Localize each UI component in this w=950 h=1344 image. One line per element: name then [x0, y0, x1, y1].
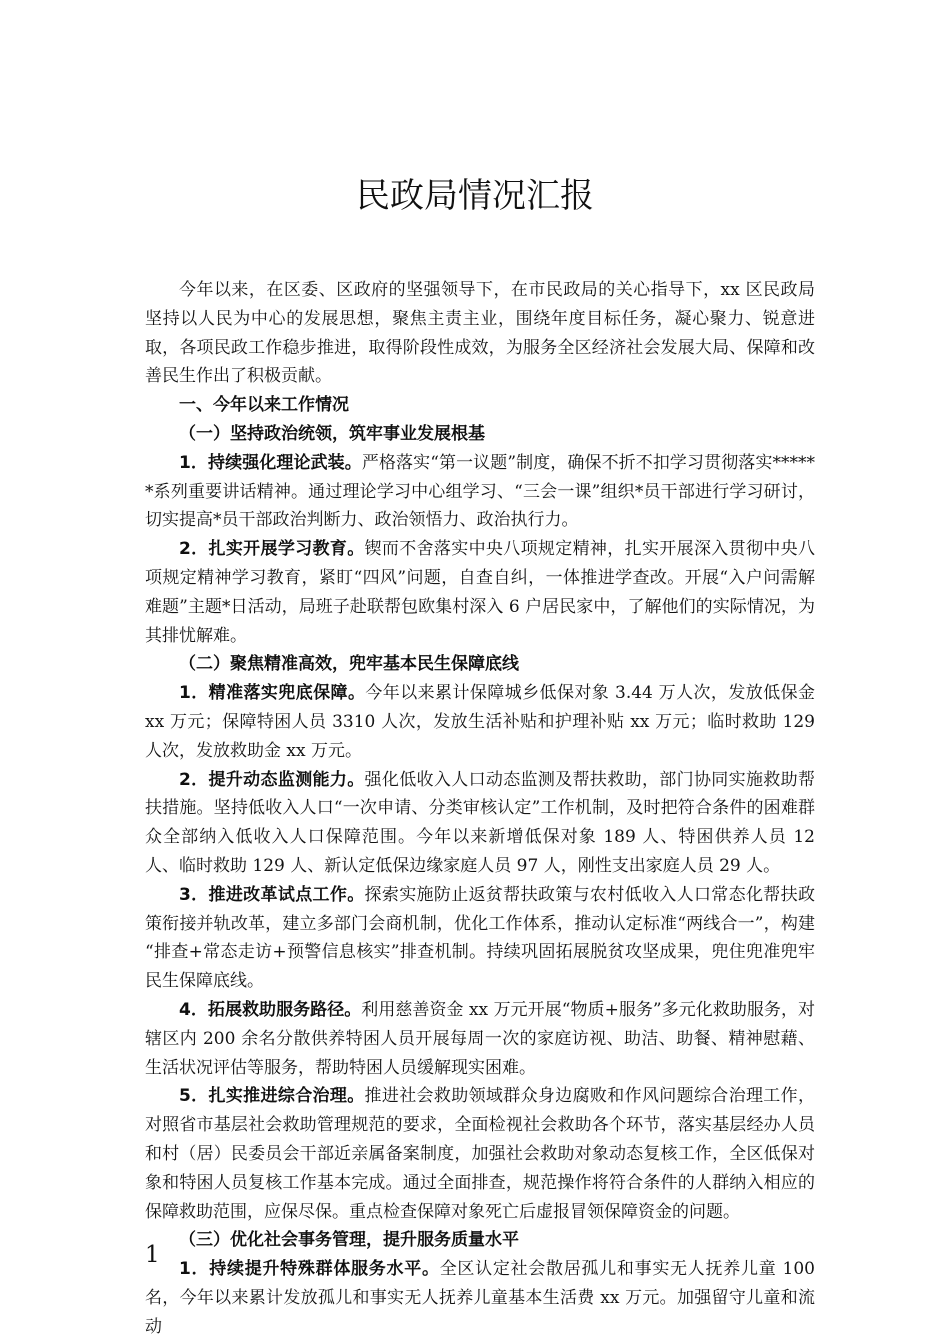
numbered-item-lead: 2．扎实开展学习教育。 — [179, 539, 365, 560]
subsection-heading: （一）坚持政治统领，筑牢事业发展根基 — [179, 423, 485, 444]
numbered-item — [145, 881, 815, 996]
numbered-item-lead: 2．提升动态监测能力。 — [179, 769, 365, 790]
numbered-item — [145, 449, 815, 535]
numbered-item-lead: 1．持续强化理论武装。 — [179, 452, 362, 473]
section-heading: 一、今年以来工作情况 — [179, 395, 349, 416]
numbered-item-text: 强化低收入人口动态监测及帮扶救助，部门协同实施救助帮扶措施。坚持低收入人口“一次申请、分类审核认定”工作机制，及时把符合条件的困难群众全部纳入低收入人口保障范围。今年以来新增低保对象 189 人、特困供养人员 12 人、临时救助 129 人、新认定低保边缘家庭人员 97 人，刚性支出家庭人员 29 人。 — [145, 769, 815, 876]
subsection-heading: （三）优化社会事务管理，提升服务质量水平 — [179, 1230, 519, 1251]
subsection-heading: （二）聚焦精准高效，兜牢基本民生保障底线 — [179, 654, 519, 675]
numbered-item-lead: 1．精准落实兜底保障。 — [179, 683, 366, 704]
numbered-item-text: 全区认定社会散居孤儿和事实无人抚养儿童 100 名，今年以来累计发放孤儿和事实无人抚养儿童基本生活费 xx 万元。加强留守儿童和流动 — [145, 1259, 816, 1337]
numbered-item — [145, 535, 815, 650]
numbered-item-lead: 3．推进改革试点工作。 — [179, 884, 365, 905]
numbered-item-lead: 5．扎实推进综合治理。 — [179, 1086, 365, 1107]
document-body — [145, 276, 815, 1341]
numbered-item-text: 严格落实“第一议题”制度，确保不折不扣学习贯彻落实******系列重要讲话精神。通过理论学习中心组学习、“三会一课”组织*员干部进行学习研讨，切实提高*员干部政治判断力、政治领悟力、政治执行力。 — [145, 452, 815, 531]
numbered-item-text: 锲而不舍落实中央八项规定精神，扎实开展深入贯彻中央八项规定精神学习教育，紧盯“四风”问题，自查自纠，一体推进学查改。开展“入户问需解难题”主题*日活动，局班子赴联帮包欧集村深入 6 户居民家中，了解他们的实际情况，为其排忧解难。 — [145, 539, 815, 646]
numbered-item — [145, 1255, 815, 1341]
numbered-item-text: 今年以来累计保障城乡低保对象 3.44 万人次，发放低保金 xx 万元；保障特困人员 3310 人次，发放生活补贴和护理补贴 xx 万元；临时救助 129 人次，发放救助金 xx 万元。 — [145, 683, 815, 761]
numbered-item — [145, 679, 815, 765]
numbered-item-text: 利用慈善资金 xx 万元开展“物质+服务”多元化救助服务，对辖区内 200 余名分散供养特困人员开展每周一次的家庭访视、助洁、助餐、精神慰藉、生活状况评估等服务，帮助特困人员缓解现实困难。 — [145, 999, 815, 1078]
numbered-item-text: 推进社会救助领域群众身边腐败和作风问题综合治理工作，对照省市基层社会救助管理规范的要求，全面检视社会救助各个环节，落实基层经办人员和村（居）民委员会干部近亲属备案制度，加强社会救助对象动态复核工作，全区低保对象和特困人员复核工作基本完成。通过全面排查，规范操作将符合条件的人群纳入相应的保障救助范围，应保尽保。重点检查保障对象死亡后虚报冒领保障资金的问题。 — [145, 1086, 815, 1222]
numbered-item-text: 探索实施防止返贫帮扶政策与农村低收入人口常态化帮扶政策衔接并轨改革，建立多部门会商机制，优化工作体系，推动认定标准“两线合一”，构建“排查+常态走访+预警信息核实”排查机制。持续巩固拓展脱贫攻坚成果，兜住兜准兜牢民生保障底线。 — [145, 884, 815, 992]
numbered-item-lead: 4．拓展救助服务路径。 — [179, 999, 362, 1020]
numbered-item-lead: 1．持续提升特殊群体服务水平。 — [179, 1259, 440, 1280]
body-paragraph: 今年以来，在区委、区政府的坚强领导下，在市民政局的关心指导下，xx 区民政局坚持以人民为中心的发展思想，聚焦主责主业，围绕年度目标任务，凝心聚力、锐意进取，各项民政工作稳步推进，取得阶段性成效，为服务全区经济社会发展大局、保障和改善民生作出了积极贡献。 — [145, 280, 815, 387]
page-number: 1 — [145, 1242, 160, 1268]
document-title: 民政局情况汇报 — [356, 176, 594, 216]
numbered-item — [145, 766, 815, 881]
numbered-item — [145, 1082, 815, 1226]
numbered-item — [145, 996, 815, 1082]
